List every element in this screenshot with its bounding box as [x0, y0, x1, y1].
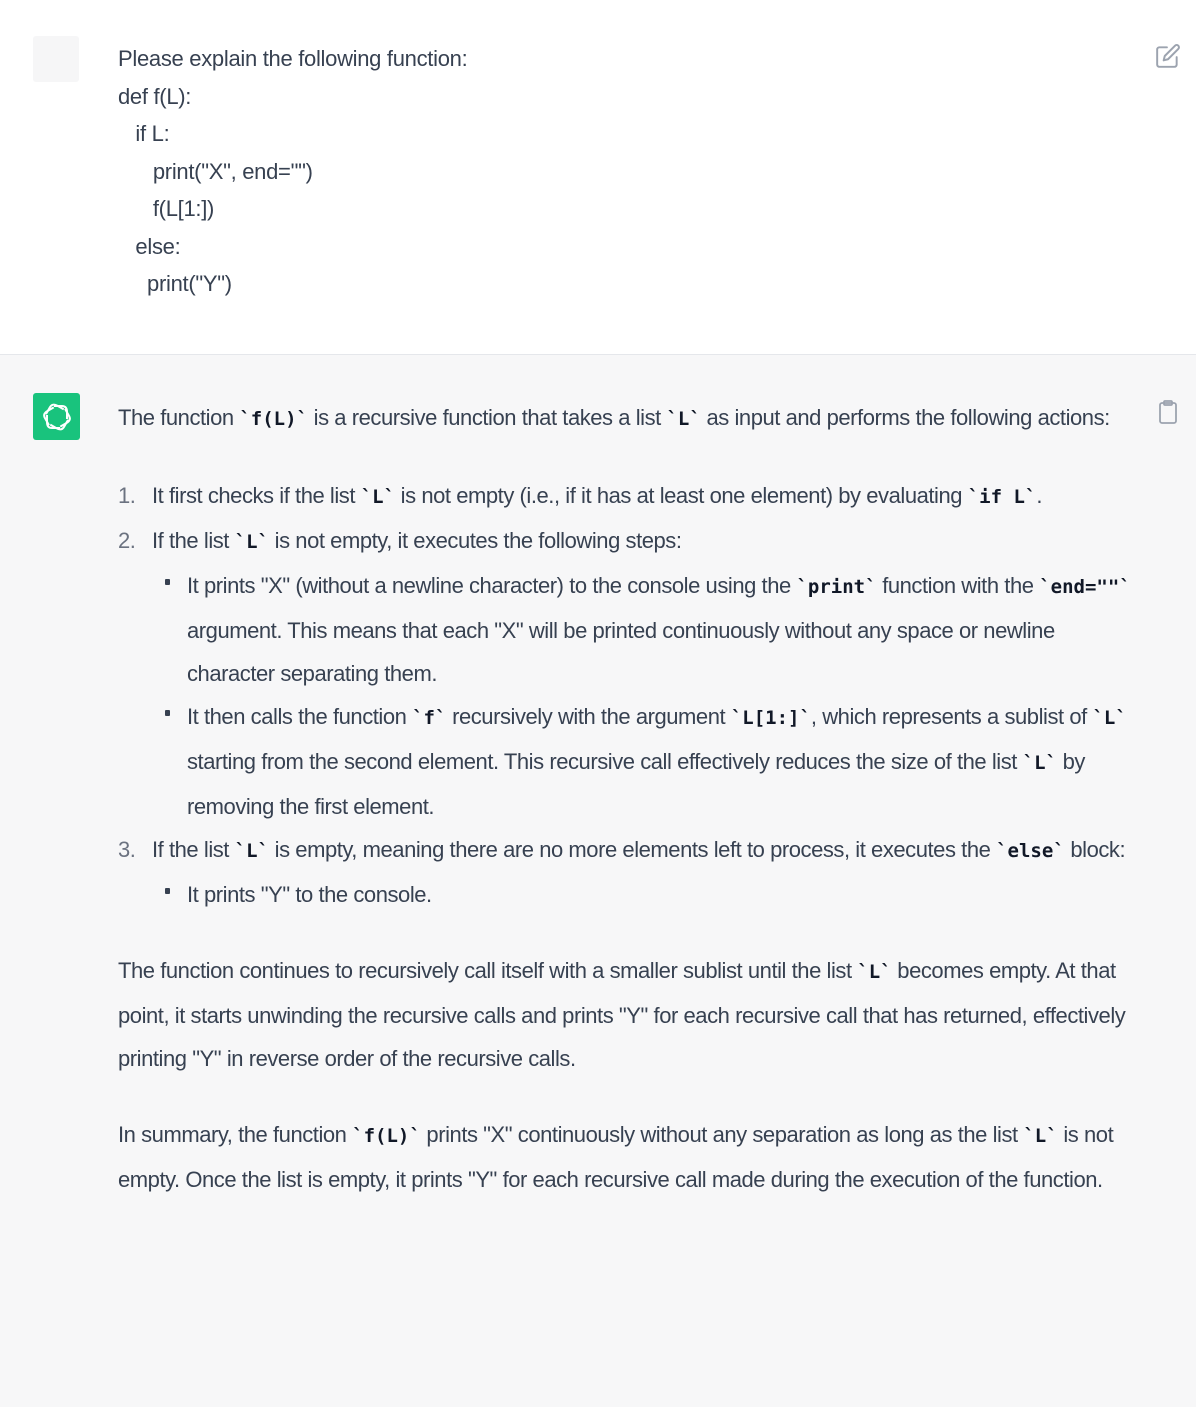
user-line: Please explain the following function:: [118, 46, 468, 71]
inline-code: `L`: [1023, 1125, 1058, 1147]
assistant-avatar: [33, 393, 80, 440]
inline-code: `L`: [1022, 752, 1057, 774]
summary-paragraph: In summary, the function `f(L)` prints "X" continuously without any separation as long as the list `L` is not empty. Once the list is empty, it prints "Y" for each recursive call made during the execution of the function.: [118, 1122, 1114, 1192]
user-line: if L:: [118, 121, 170, 146]
inline-code: `print`: [796, 576, 877, 598]
inline-code: `L`: [857, 961, 892, 983]
user-message: [0, 0, 1196, 355]
user-avatar: [33, 36, 79, 82]
user-line: else:: [118, 233, 181, 259]
inline-code: `else`: [996, 840, 1065, 862]
user-line: f(L[1:]): [118, 196, 215, 221]
inline-code: `L`: [234, 531, 269, 553]
inline-code: `L`: [234, 840, 269, 862]
bullet-item: It then calls the function `f` recursively with the argument `L[1:]`, which represents a sublist of `L` starting from the second element. This recursive call effectively reduces the size of the list `L` by removing the first element.: [152, 695, 1138, 828]
bullet-item: It prints "Y" to the console.: [152, 873, 1138, 916]
clipboard-icon[interactable]: [1156, 399, 1180, 425]
inline-code: `f(L)`: [239, 408, 308, 430]
user-message-text: [118, 40, 467, 303]
openai-logo-icon: [40, 400, 74, 434]
bullet-list: [152, 873, 1138, 916]
inline-code: `L`: [1092, 707, 1127, 729]
user-line: print("X", end=""): [118, 158, 313, 184]
steps-list: [118, 474, 1138, 916]
user-line: print("Y"): [118, 271, 232, 296]
list-number: 2.: [118, 528, 136, 553]
list-item: 2. If the list `L` is not empty, it executes the following steps: It prints "X" (without a newline character) to the console using the `print` function with the `end=""` argument. This means that each "X" will be printed continuously without any space or newline character separating them. It then calls the function `f` recursively with the argument `L[1:]`, which represents a sublist of `L` starting from the second element. This recursive call effectively reduces the size of the list `L` by removing the first element.: [118, 519, 1138, 828]
assistant-message-text: [118, 396, 1138, 1201]
inline-code: `f`: [412, 707, 447, 729]
assistant-message: [0, 355, 1196, 1407]
list-item: 3. If the list `L` is empty, meaning there are no more elements left to process, it executes the `else` block: It prints "Y" to the console.: [118, 828, 1138, 916]
user-line: def f(L):: [118, 83, 192, 109]
inline-code: `f(L)`: [352, 1125, 421, 1147]
list-number: 3.: [118, 837, 136, 862]
list-item: 1. It first checks if the list `L` is not empty (i.e., if it has at least one element) by evaluating `if L`.: [118, 474, 1138, 519]
inline-code: `L`: [360, 486, 396, 508]
list-number: 1.: [118, 483, 136, 508]
paragraph: The function continues to recursively call itself with a smaller sublist until the list `L` becomes empty. At that point, it starts unwinding the recursive calls and prints "Y" for each recursive call that has returned, effectively printing "Y" in reverse order of the recursive calls.: [118, 958, 1126, 1071]
inline-code: `L[1:]`: [730, 707, 811, 729]
inline-code: `L`: [666, 408, 701, 430]
bullet-list: [152, 564, 1138, 828]
inline-code: `end=""`: [1039, 576, 1131, 598]
inline-code: `if L`: [967, 486, 1037, 508]
bullet-item: It prints "X" (without a newline character) to the console using the `print` function with the `end=""` argument. This means that each "X" will be printed continuously without any space or newline character separating them.: [152, 564, 1138, 695]
intro-paragraph: The function `f(L)` is a recursive function that takes a list `L` as input and performs the following actions:: [118, 405, 1110, 430]
edit-icon[interactable]: [1155, 43, 1181, 69]
